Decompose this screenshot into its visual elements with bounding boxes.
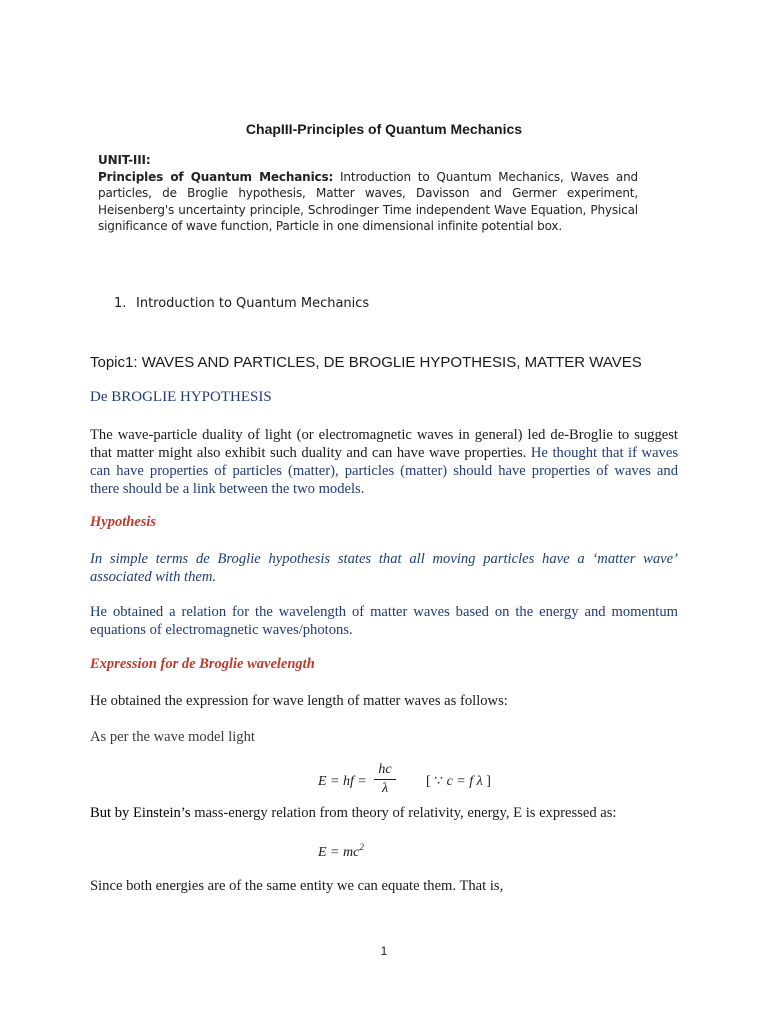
- list-item-number: 1.: [114, 296, 127, 311]
- paragraph-expression-intro: He obtained the expression for wave length of matter waves as follows:: [90, 693, 508, 709]
- equation-fraction: [374, 762, 396, 797]
- section-heading-de-broglie: De BROGLIE HYPOTHESIS: [90, 389, 272, 405]
- condition-open: [ ∵: [426, 774, 447, 789]
- unit-topics-text: Introduction to Quantum Mechanics, Waves and particles, de Broglie hypothesis, Matter waves, Davisson and Germer experiment, Heisenberg's uncertainty principle, Schrodinger Time independent Wave Equation, Physical significance of wave function, Particle in one dimensional infinite potential box.: [98, 169, 638, 234]
- fraction-bar: [374, 779, 396, 780]
- condition-close: ]: [482, 774, 491, 789]
- equation-lhs: E = hf =: [318, 774, 367, 789]
- paragraph-wavelength-relation: He obtained a relation for the wavelength of matter waves based on the energy and momentum equations of electromagnetic waves/photons.: [90, 604, 678, 638]
- condition-body: c = f λ: [446, 774, 483, 789]
- paragraph-duality-highlight: He thought that if waves can have properties of particles (matter), particles (matter) should have properties of waves and there should be a link between the two models.: [90, 445, 678, 497]
- paragraph-duality-intro: The wave-particle duality of light (or electromagnetic waves in general) led de-Broglie to suggest that matter might also exhibit such duality and can have wave properties.: [90, 427, 678, 461]
- equation-condition: [426, 773, 491, 790]
- page-number: 1: [380, 944, 388, 958]
- equation-exponent: 2: [359, 842, 364, 852]
- subheading-expression: Expression for de Broglie wavelength: [90, 656, 315, 672]
- paragraph-einstein-rest: mass-energy relation from theory of relativity, energy, E is expressed as:: [190, 805, 617, 821]
- equation-mass-energy: [318, 842, 364, 861]
- equation-base: E = mc: [318, 845, 360, 860]
- fraction-numerator: hc: [378, 762, 392, 777]
- paragraph-einstein: [90, 805, 616, 822]
- unit-description: [98, 169, 638, 235]
- unit-heading: Principles of Quantum Mechanics:: [98, 169, 334, 184]
- list-item-introduction: [114, 296, 369, 311]
- fraction-denominator: λ: [381, 781, 389, 796]
- subheading-hypothesis: Hypothesis: [90, 514, 157, 530]
- paragraph-einstein-lead: But by Einstein’s: [90, 805, 191, 821]
- topic-heading: Topic1: WAVES AND PARTICLES, DE BROGLIE HYPOTHESIS, MATTER WAVES: [90, 354, 642, 371]
- paragraph-equate: Since both energies are of the same entity we can equate them. That is,: [90, 878, 504, 894]
- document-title: ChapIII-Principles of Quantum Mechanics: [245, 121, 523, 137]
- hypothesis-statement: In simple terms de Broglie hypothesis states that all moving particles have a ‘matter wave’ associated with them.: [90, 551, 678, 585]
- unit-syllabus-block: [98, 152, 638, 235]
- paragraph-duality: [90, 426, 678, 498]
- unit-label: UNIT-III:: [98, 153, 151, 167]
- paragraph-wave-model: As per the wave model light: [90, 729, 255, 745]
- list-item-text: Introduction to Quantum Mechanics: [136, 296, 370, 311]
